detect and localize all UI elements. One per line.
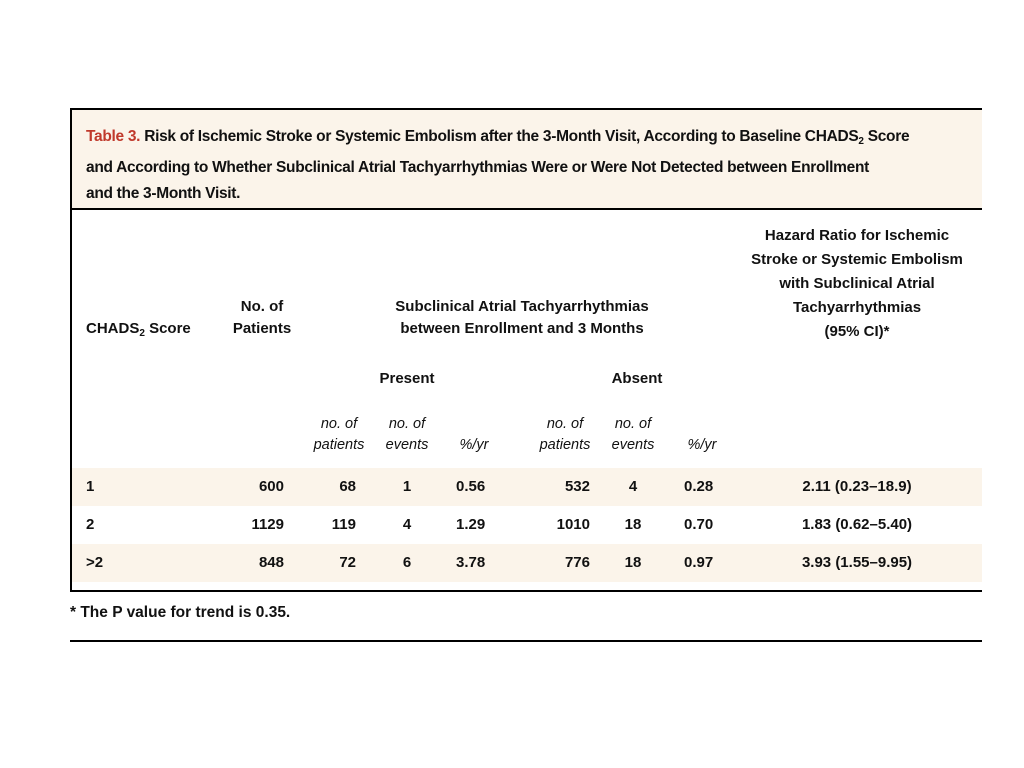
caption-line-2: and According to Whether Subclinical Atrial Tachyarrhythmias Were or Were Not Detected between Enrollment	[86, 159, 869, 176]
cell-present-pct: 0.56	[456, 478, 486, 495]
results-table	[70, 108, 982, 592]
caption-line-1	[86, 124, 982, 155]
cell-present-patients: 119	[331, 516, 356, 533]
caption-text-1b: Score	[863, 128, 910, 145]
subheader-absent-patients: no. of patients	[539, 416, 591, 453]
subheader-present-patients: no. of patients	[313, 416, 365, 453]
subheader-present-events: no. of events	[385, 416, 429, 453]
cell-patients: 1129	[251, 516, 284, 533]
cell-absent-pct: 0.97	[684, 554, 714, 571]
subheader-absent-events: no. of events	[611, 416, 655, 453]
cell-absent-patients: 532	[564, 478, 590, 495]
subheader-present-pct: %/yr	[459, 437, 489, 453]
subheader-absent-pct: %/yr	[687, 437, 717, 453]
caption-line-3: and the 3-Month Visit.	[86, 185, 241, 202]
table-caption	[72, 110, 982, 210]
caption-text-1: Risk of Ischemic Stroke or Systemic Embolism after the 3-Month Visit, According to Baseline CHADS	[144, 128, 859, 145]
cell-hazard-ratio: 3.93 (1.55–9.95)	[801, 554, 913, 571]
cell-present-patients: 72	[339, 554, 356, 571]
cell-present-patients: 68	[339, 478, 356, 495]
header-subclinical-atrial: Subclinical Atrial Tachyarrhythmias between Enrollment and 3 Months	[395, 298, 649, 337]
cell-hazard-ratio: 1.83 (0.62–5.40)	[801, 516, 913, 533]
bottom-divider	[70, 640, 982, 642]
header-absent: Absent	[611, 370, 663, 387]
cell-present-pct: 1.29	[456, 516, 486, 533]
cell-patients: 600	[258, 478, 284, 495]
cell-absent-events: 18	[624, 516, 642, 533]
cell-absent-events: 18	[624, 554, 642, 571]
cell-present-events: 6	[402, 554, 412, 571]
cell-present-events: 1	[402, 478, 412, 495]
cell-absent-patients: 776	[564, 554, 590, 571]
cell-score: 2	[86, 516, 95, 533]
cell-score: 1	[86, 478, 95, 495]
header-hazard-ratio: Hazard Ratio for Ischemic Stroke or Systemic Embolism with Subclinical Atrial Tachyarrhythmias (95% CI)*	[751, 227, 963, 340]
cell-absent-pct: 0.70	[684, 516, 714, 533]
table-label: Table 3.	[86, 128, 141, 145]
cell-present-pct: 3.78	[456, 554, 486, 571]
cell-absent-patients: 1010	[556, 516, 590, 533]
cell-absent-events: 4	[628, 478, 638, 495]
header-chads-score: $CHADS_2$ Score	[86, 320, 191, 339]
caption-subscript: 2	[858, 136, 864, 147]
cell-score: >2	[86, 554, 104, 571]
cell-hazard-ratio: 2.11 (0.23–18.9)	[802, 478, 912, 495]
cell-patients: 848	[258, 554, 284, 571]
table-footnote: * The P value for trend is 0.35.	[70, 604, 291, 621]
cell-absent-pct: 0.28	[684, 478, 714, 495]
header-present: Present	[379, 370, 435, 387]
header-no-of-patients: No. of Patients	[232, 298, 292, 337]
cell-present-events: 4	[402, 516, 412, 533]
